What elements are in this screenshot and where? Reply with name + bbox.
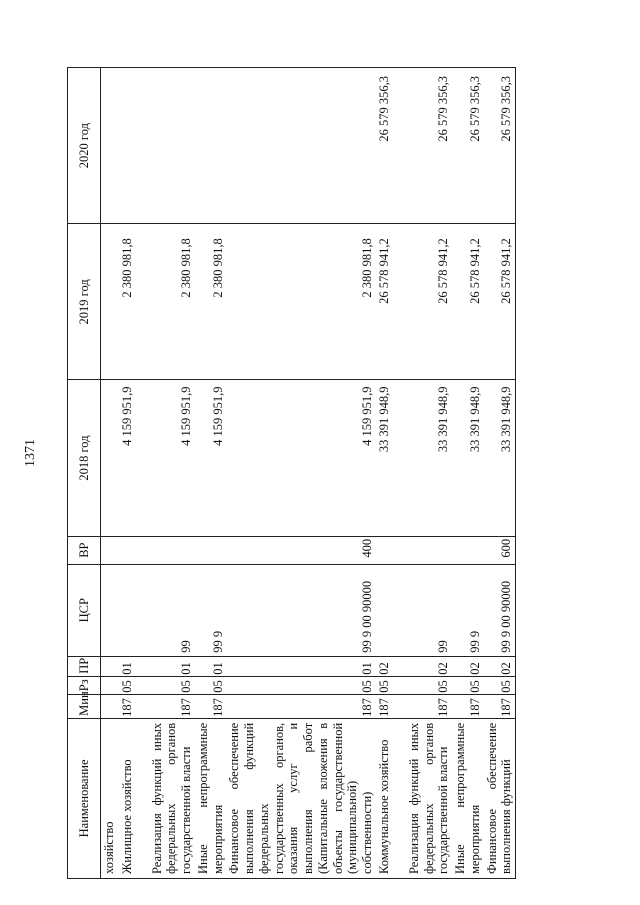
row-pr: 02 (484, 656, 516, 676)
header-vr: ВР (68, 536, 101, 564)
row-pr: 01 (226, 656, 376, 676)
row-2019 (101, 224, 119, 380)
row-min: 187 (406, 694, 452, 718)
table-row (195, 68, 227, 879)
row-pr: 02 (452, 656, 484, 676)
row-min: 187 (226, 694, 376, 718)
row-pr: 01 (149, 656, 195, 676)
row-name: Иные непрограммные мероприятия (195, 718, 227, 878)
row-pr: 02 (406, 656, 452, 676)
row-vr (119, 536, 149, 564)
row-rz: 05 (226, 676, 376, 694)
row-2020: 26 579 356,3 (452, 68, 484, 224)
row-rz: 05 (452, 676, 484, 694)
table-row (376, 68, 406, 879)
row-min: 187 (484, 694, 516, 718)
row-rz: 05 (195, 676, 227, 694)
header-rz: Рз (68, 676, 101, 694)
row-2019: 2 380 981,8 (149, 224, 195, 380)
row-2020: 26 579 356,3 (376, 68, 406, 224)
row-2018: 33 391 948,9 (484, 380, 516, 536)
row-name: Жилищное хозяйство (119, 718, 149, 878)
row-vr (376, 536, 406, 564)
row-2019: 2 380 981,8 (119, 224, 149, 380)
row-name: хозяйство (101, 718, 119, 878)
row-2018: 33 391 948,9 (452, 380, 484, 536)
table-row (484, 68, 516, 879)
row-2018: 4 159 951,9 (226, 380, 376, 536)
row-rz: 05 (119, 676, 149, 694)
table-row (226, 68, 376, 879)
row-2020 (195, 68, 227, 224)
row-vr (149, 536, 195, 564)
row-min: 187 (195, 694, 227, 718)
row-vr (101, 536, 119, 564)
row-name: Коммунальное хозяйство (376, 718, 406, 878)
row-min (101, 694, 119, 718)
row-csr: 99 9 (452, 564, 484, 656)
row-2019: 2 380 981,8 (195, 224, 227, 380)
row-2019: 26 578 941,2 (406, 224, 452, 380)
row-pr: 01 (119, 656, 149, 676)
row-name: Реализация функций иных федеральных органов государственной власти (406, 718, 452, 878)
row-2020 (149, 68, 195, 224)
header-2018: 2018 год (68, 380, 101, 536)
row-2018 (101, 380, 119, 536)
row-min: 187 (149, 694, 195, 718)
row-csr (376, 564, 406, 656)
row-pr: 01 (195, 656, 227, 676)
row-vr: 600 (484, 536, 516, 564)
rotated-page (67, 67, 607, 879)
row-rz: 05 (484, 676, 516, 694)
rotated-content (67, 67, 607, 879)
row-2019: 26 578 941,2 (452, 224, 484, 380)
row-2020 (226, 68, 376, 224)
row-vr (195, 536, 227, 564)
row-rz: 05 (406, 676, 452, 694)
header-row (68, 68, 101, 879)
header-csr: ЦСР (68, 564, 101, 656)
row-2018: 33 391 948,9 (376, 380, 406, 536)
row-2018: 4 159 951,9 (119, 380, 149, 536)
header-2019: 2019 год (68, 224, 101, 380)
header-name: Наименование (68, 718, 101, 878)
row-2018: 33 391 948,9 (406, 380, 452, 536)
row-vr (406, 536, 452, 564)
row-2020 (119, 68, 149, 224)
row-2019: 26 578 941,2 (376, 224, 406, 380)
row-pr: 02 (376, 656, 406, 676)
header-pr: ПР (68, 656, 101, 676)
row-name: Финансовое обеспечение выполнения функций федеральных государственных органов, оказания услуг и выполнения работ (Капитальные вложения в объекты государственной (муниципальной) собственности) (226, 718, 376, 878)
row-rz: 05 (376, 676, 406, 694)
budget-table (67, 67, 516, 879)
row-2018: 4 159 951,9 (195, 380, 227, 536)
page-number-text: 1371 (23, 439, 38, 467)
row-2020 (101, 68, 119, 224)
row-csr (101, 564, 119, 656)
row-2019: 26 578 941,2 (484, 224, 516, 380)
row-vr (452, 536, 484, 564)
row-name: Иные непрограммные мероприятия (452, 718, 484, 878)
row-2018: 4 159 951,9 (149, 380, 195, 536)
row-min: 187 (376, 694, 406, 718)
table-row (149, 68, 195, 879)
header-min: Мин (68, 694, 101, 718)
row-name: Реализация функций иных федеральных органов государственной власти (149, 718, 195, 878)
table-row (101, 68, 119, 879)
row-2019: 2 380 981,8 (226, 224, 376, 380)
row-rz (101, 676, 119, 694)
row-csr: 99 9 00 90000 (484, 564, 516, 656)
row-2020: 26 579 356,3 (406, 68, 452, 224)
row-name: Финансовое обеспечение выполнения функций (484, 718, 516, 878)
row-rz: 05 (149, 676, 195, 694)
table-row (406, 68, 452, 879)
row-csr: 99 (149, 564, 195, 656)
row-csr: 99 (406, 564, 452, 656)
row-min: 187 (452, 694, 484, 718)
row-vr: 400 (226, 536, 376, 564)
header-2020: 2020 год (68, 68, 101, 224)
row-csr (119, 564, 149, 656)
table-row (452, 68, 484, 879)
row-min: 187 (119, 694, 149, 718)
table-row (119, 68, 149, 879)
row-2020: 26 579 356,3 (484, 68, 516, 224)
row-csr: 99 9 00 90000 (226, 564, 376, 656)
page-number (20, 438, 42, 468)
row-pr (101, 656, 119, 676)
row-csr: 99 9 (195, 564, 227, 656)
